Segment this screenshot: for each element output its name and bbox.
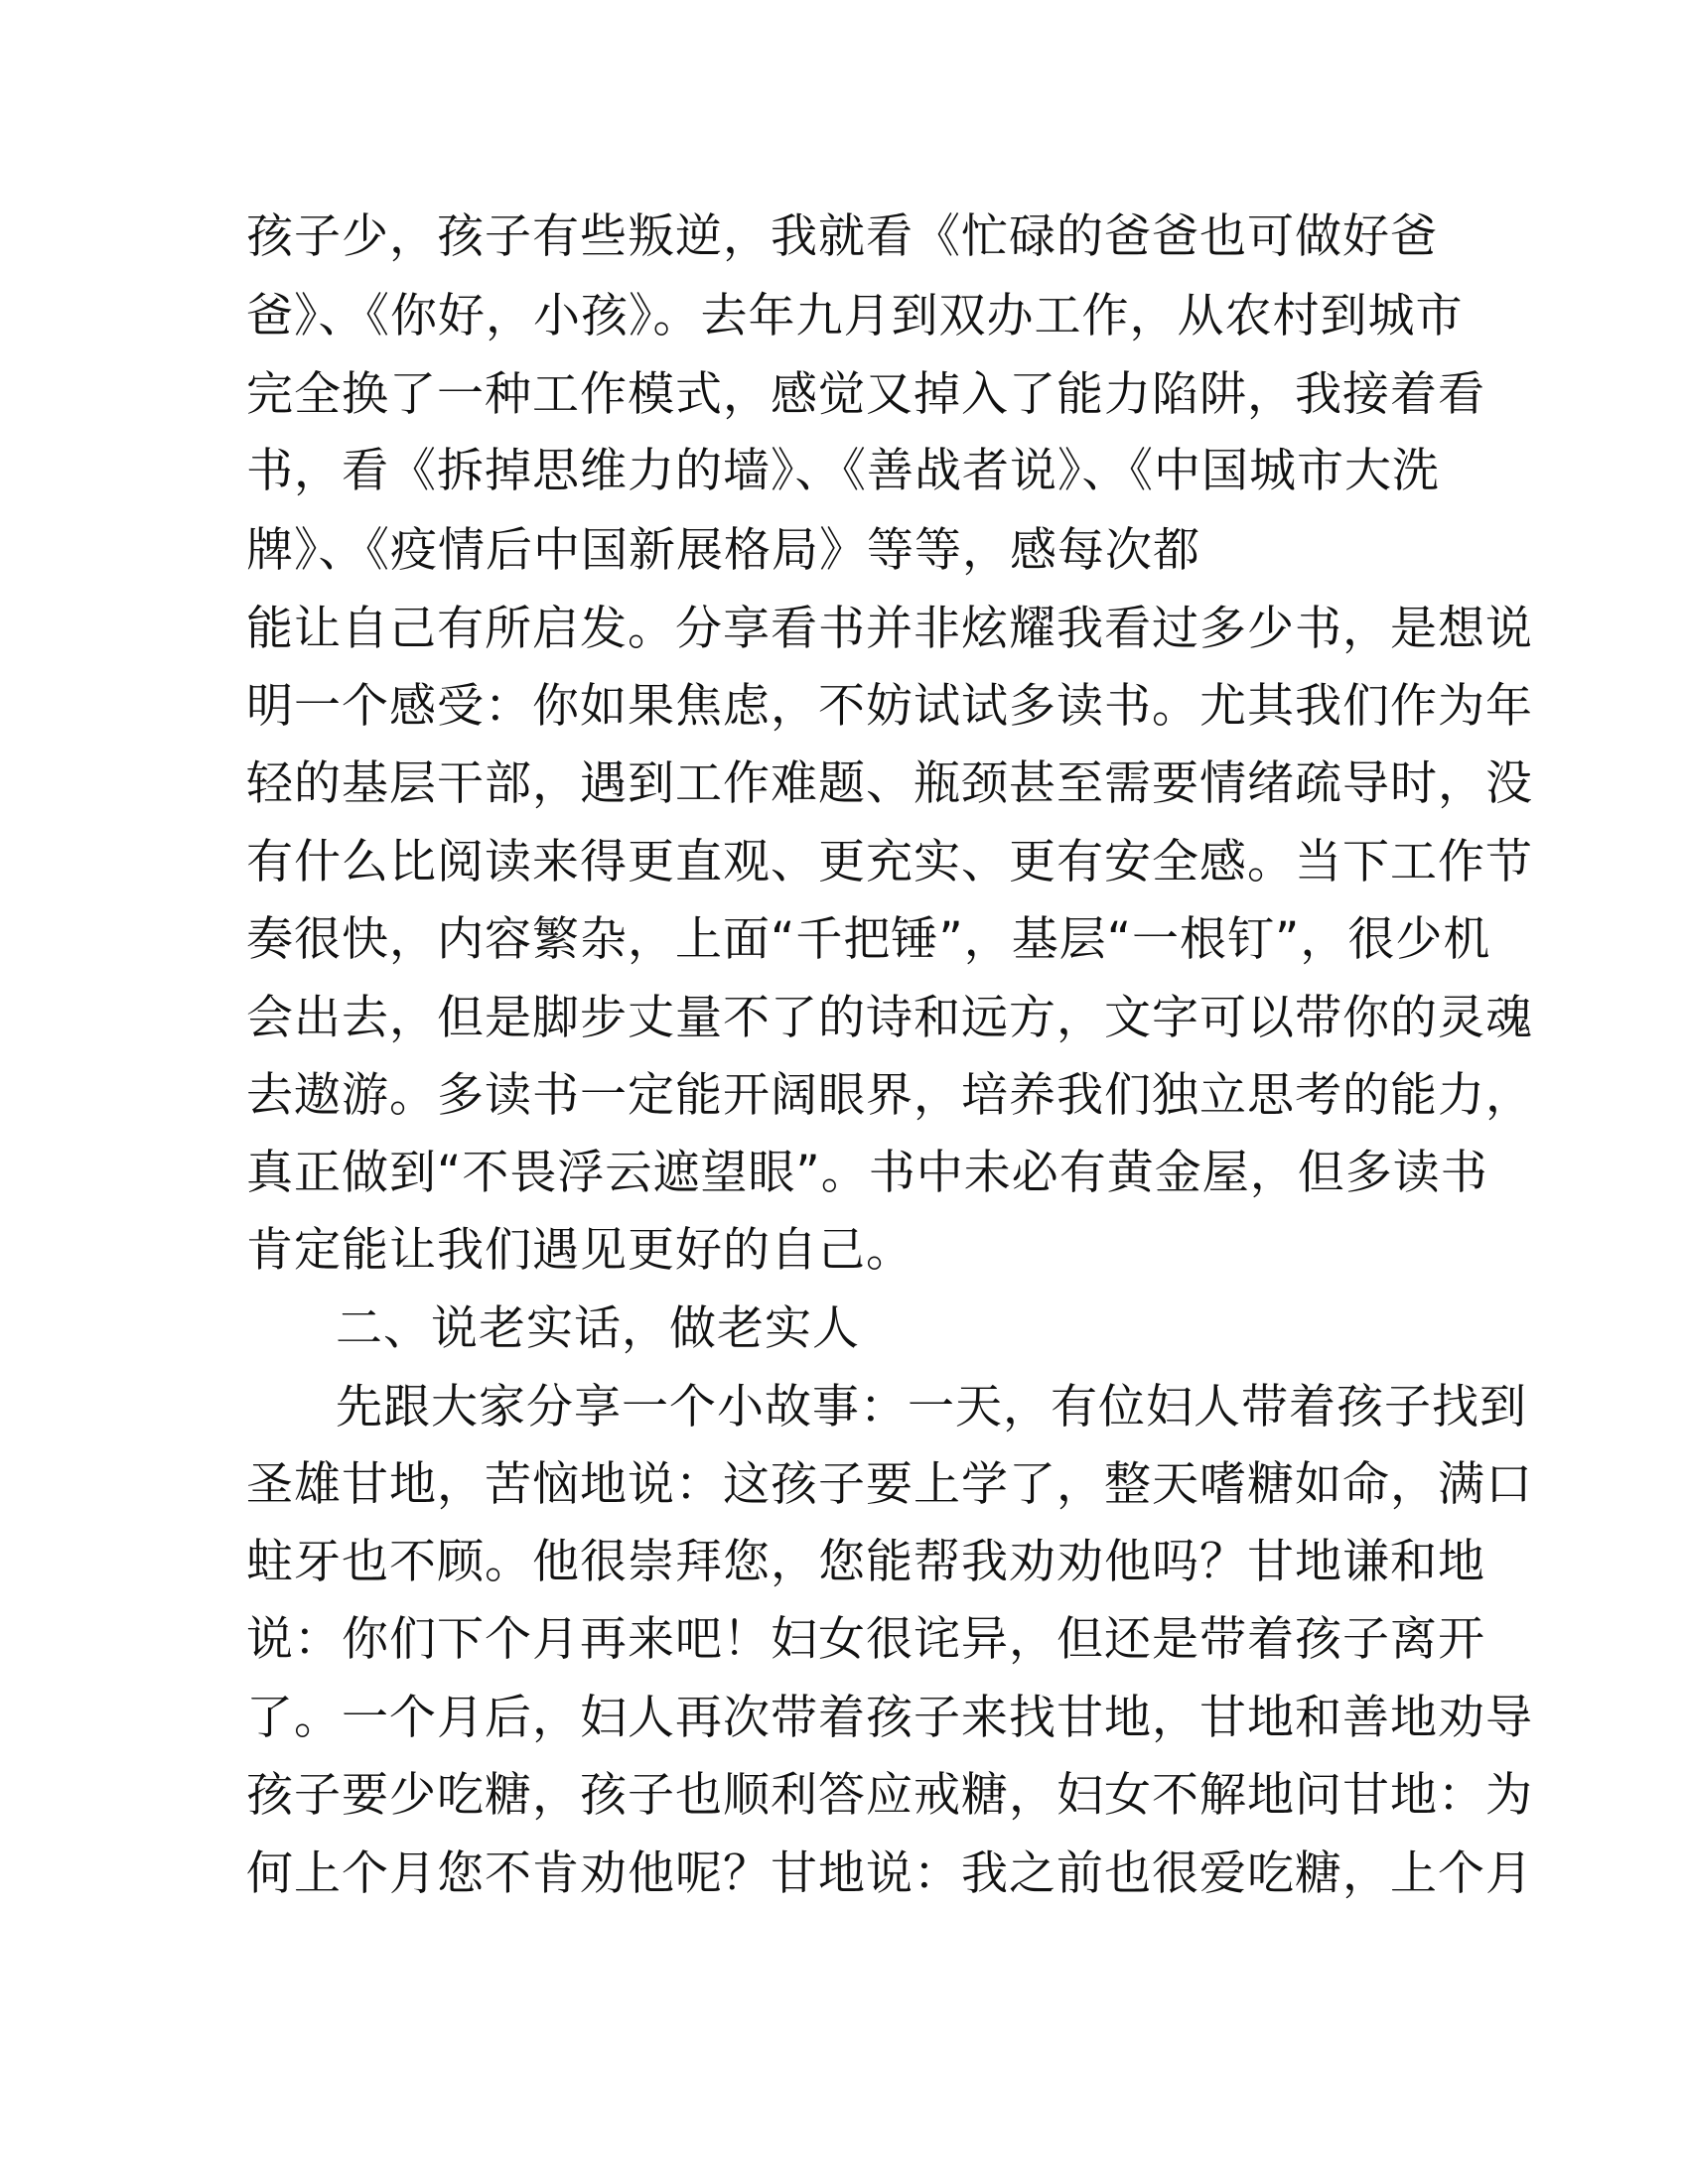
text-line: 去遨游。多读书一定能开阔眼界，培养我们独立思考的能力， xyxy=(246,1068,1533,1123)
text-line: 能让自己有所启发。分享看书并非炫耀我看过多少书，是想说 xyxy=(246,602,1533,656)
text-line: 孩子要少吃糖，孩子也顺利答应戒糖，妇女不解地问甘地：为 xyxy=(246,1768,1533,1823)
text-line: 先跟大家分享一个小故事：一天，有位妇人带着孩子找到 xyxy=(336,1380,1527,1434)
text-line: 爸》、《你好，小孩》。去年九月到双办工作，从农村到城市 xyxy=(246,289,1464,343)
text-line: 明一个感受：你如果焦虑，不妨试试多读书。尤其我们作为年 xyxy=(246,679,1533,734)
text-line: 会出去，但是脚步丈量不了的诗和远方，文字可以带你的灵魂 xyxy=(246,991,1533,1045)
text-line: 何上个月您不肯劝他呢？甘地说：我之前也很爱吃糖，上个月 xyxy=(246,1846,1533,1901)
text-line: 孩子少，孩子有些叛逆，我就看《忙碌的爸爸也可做好爸 xyxy=(246,209,1438,264)
text-line: 轻的基层干部，遇到工作难题、瓶颈甚至需要情绪疏导时，没 xyxy=(246,756,1533,811)
text-line: 蛀牙也不顾。他很崇拜您，您能帮我劝劝他吗？甘地谦和地 xyxy=(246,1535,1485,1589)
text-line: 有什么比阅读来得更直观、更充实、更有安全感。当下工作节 xyxy=(246,835,1533,889)
section-heading: 二、说老实话，做老实人 xyxy=(336,1301,860,1356)
text-line: 肯定能让我们遇见更好的自己。 xyxy=(246,1223,914,1278)
text-line: 了。一个月后，妇人再次带着孩子来找甘地，甘地和善地劝导 xyxy=(246,1691,1533,1745)
text-line: 圣雄甘地，苦恼地说：这孩子要上学了，整天嗜糖如命，满口 xyxy=(246,1457,1533,1512)
text-line: 奏很快，内容繁杂，上面“千把锤”，基层“一根钉”，很少机 xyxy=(246,912,1491,967)
text-line: 书，看《拆掉思维力的墙》、《善战者说》、《中国城市大洗 xyxy=(246,444,1440,498)
text-line: 牌》、《疫情后中国新展格局》等等，感每次都 xyxy=(246,523,1200,578)
text-line: 完全换了一种工作模式，感觉又掉入了能力陷阱，我接着看 xyxy=(246,367,1485,422)
text-line: 说：你们下个月再来吧！妇女很诧异，但还是带着孩子离开 xyxy=(246,1612,1485,1667)
text-line: 真正做到“不畏浮云遮望眼”。书中未必有黄金屋，但多读书 xyxy=(246,1146,1488,1200)
